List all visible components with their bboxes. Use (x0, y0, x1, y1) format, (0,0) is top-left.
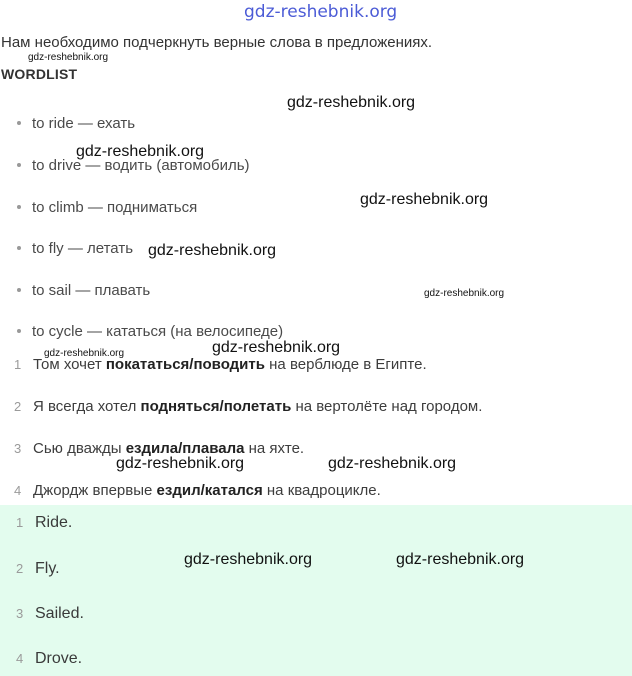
exercise-sentence: 1 Том хочет покататься/поводить на верблюде в Египте. (14, 356, 427, 373)
answer-options: ездил/катался (156, 482, 263, 499)
wordlist-item: to climb — подниматься (17, 199, 197, 216)
answers-panel (0, 505, 632, 676)
watermark: gdz-reshebnik.org (184, 551, 313, 568)
watermark: gdz-reshebnik.org (328, 455, 457, 472)
watermark: gdz-reshebnik.org (116, 455, 245, 472)
exercise-sentence: 3 Сью дважды ездила/плавала на яхте. (14, 440, 305, 457)
watermark: gdz-reshebnik.org (148, 242, 277, 259)
watermark: gdz-reshebnik.org (287, 94, 416, 111)
watermark: gdz-reshebnik.org (244, 2, 398, 22)
watermark: gdz-reshebnik.org (396, 551, 525, 568)
exercise-sentence: 2 Я всегда хотел подняться/полетать на вертолёте над городом. (14, 398, 483, 415)
answer-item: 1 Ride. (16, 514, 73, 531)
wordlist-item: to drive — водить (автомобиль) (17, 157, 250, 174)
answer-options: покататься/поводить (105, 356, 265, 373)
bullet-icon (17, 205, 21, 209)
watermark: gdz-reshebnik.org (424, 288, 505, 299)
wordlist-item: to ride — ехать (17, 115, 135, 132)
bullet-icon (17, 246, 21, 250)
intro-text: Нам необходимо подчеркнуть верные слова в предложениях. (1, 34, 433, 51)
answer-item: 2 Fly. (16, 560, 60, 577)
answer-item: 3 Sailed. (16, 605, 84, 622)
answer-options: подняться/полетать (140, 398, 292, 415)
bullet-icon (17, 163, 21, 167)
bullet-icon (17, 329, 21, 333)
watermark: gdz-reshebnik.org (44, 348, 125, 359)
watermark: gdz-reshebnik.org (360, 191, 489, 208)
wordlist-item: to cycle — кататься (на велосипеде) (17, 323, 283, 340)
bullet-icon (17, 288, 21, 292)
watermark: gdz-reshebnik.org (212, 339, 341, 356)
watermark: gdz-reshebnik.org (28, 52, 109, 63)
exercise-sentence: 4 Джордж впервые ездил/катался на квадроцикле. (14, 482, 381, 499)
wordlist-item: to sail — плавать (17, 282, 150, 299)
bullet-icon (17, 121, 21, 125)
answer-item: 4 Drove. (16, 650, 83, 667)
wordlist-item: to fly — летать (17, 240, 133, 257)
answer-options: ездила/плавала (125, 440, 245, 457)
watermark: gdz-reshebnik.org (76, 143, 205, 160)
wordlist-title: WORDLIST (1, 66, 78, 82)
